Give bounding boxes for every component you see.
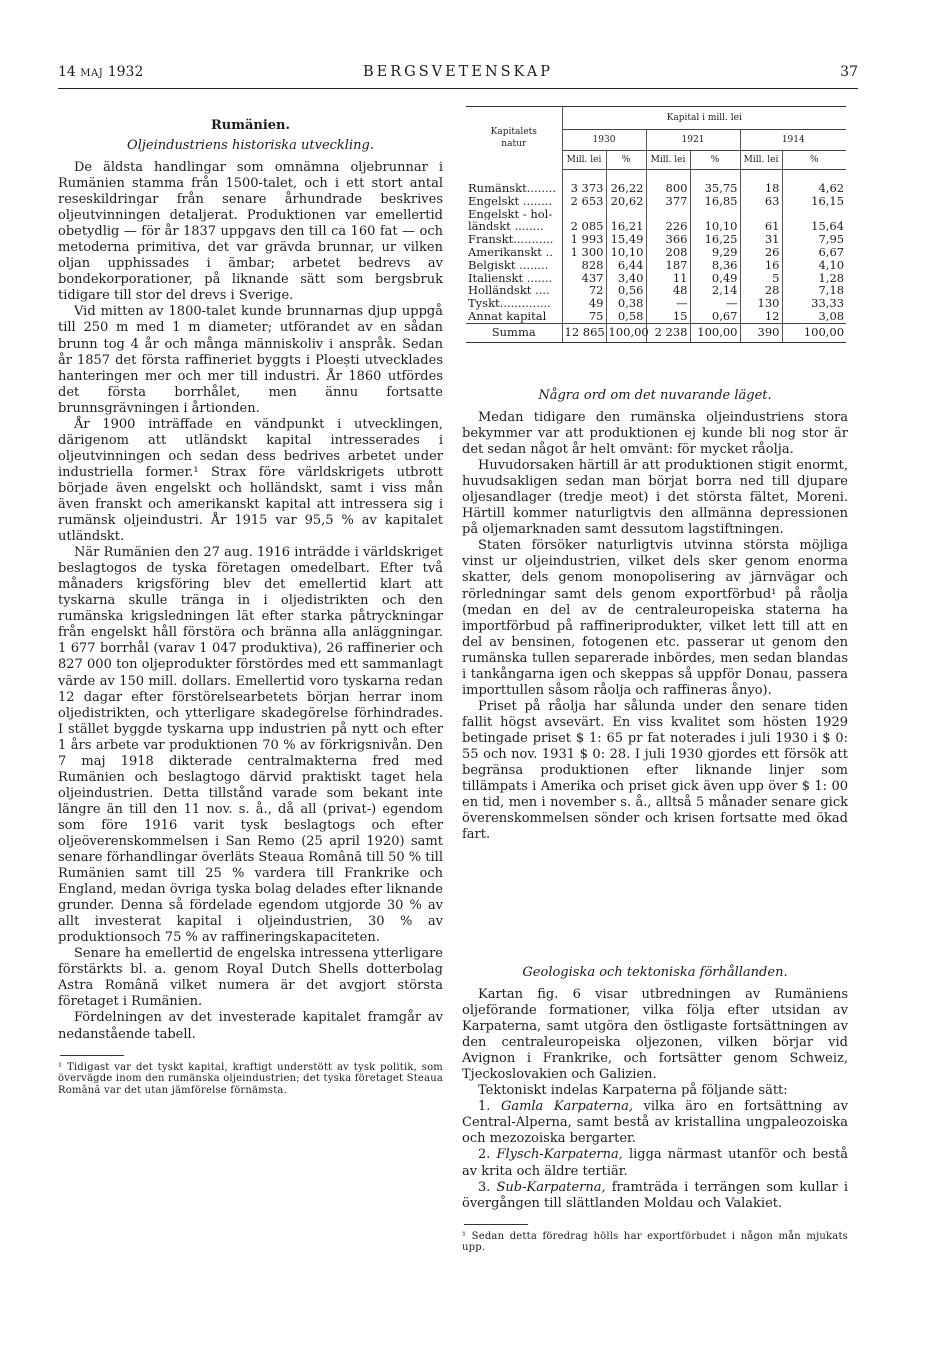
table-row bbox=[466, 220, 846, 233]
paragraph: År 1900 inträffade en vändpunkt i utvecklingen, därigenom att utländskt kapital intresserades i oljeutvinningen och sedan dess bedrives arbetet under industriella former.¹ Strax före världskrigets utbrott började även engelskt och holländskt, samt i viss mån även franskt och amerikanskt kapital att intressera sig i rumänsk oljeindustri. År 1915 var 95,5 % av kapitalet utländskt. bbox=[58, 416, 443, 545]
list-term: Sub-Karpaterna, bbox=[496, 1179, 606, 1195]
table-cell: 1 993 bbox=[562, 233, 606, 246]
date-year: 1932 bbox=[107, 64, 144, 80]
table-cell: 7,95 bbox=[782, 233, 846, 246]
table-cell: 61 bbox=[740, 220, 782, 233]
table-cell: 2 085 bbox=[562, 220, 606, 233]
list-number: 3. bbox=[478, 1179, 491, 1195]
row-label: Rumänskt........ bbox=[468, 180, 556, 195]
table-row bbox=[466, 246, 846, 259]
table-cell: 49 bbox=[562, 297, 606, 310]
paragraph: Tektoniskt indelas Karpaterna på följande sätt: bbox=[478, 1083, 788, 1099]
page-number: 37 bbox=[840, 64, 858, 80]
unit-header: Mill. lei bbox=[740, 151, 782, 170]
table-cell: 377 bbox=[646, 195, 690, 208]
table-cell: 15 bbox=[646, 310, 690, 323]
row-header: Kapitalets natur bbox=[490, 127, 537, 150]
table-cell: 16 bbox=[740, 259, 782, 272]
paragraph: Huvudorsaken härtill är att produktionen stigit enormt, huvudsakligen sedan man börjat borra ned till djupare oljesandlager (tredje meot) i det största fältet, Moreni. Härtill kommer naturligtvis den allmänna depressionen på oljemarknaden samt dessutom lagstiftningen. bbox=[462, 458, 848, 538]
table-cell: 6,44 bbox=[606, 259, 646, 272]
table-row bbox=[466, 259, 846, 272]
row-label: ländskt ........ bbox=[468, 220, 544, 234]
list-text: vilka äro en fortsättning av Central-Alperna, samt bestå av kristallina ungpaleozoiska och mezozoiska bergarter. bbox=[462, 1099, 848, 1147]
paragraph: Staten försöker naturligtvis utvinna största möjliga vinst ur oljeindustrien, vilket dels sker genom enorma skatter, dels genom monopolisering av järnvägar och rörledningar samt dels genom exportförbud¹ på råolja (medan en del av de centraleuropeiska staterna ha importförbud på raffineriprodukter, vilket lett till att en del av bensinen, fotogenen etc. passerar ut genom den rumänska tullen separerade inbördes, men sedan blandas i tankångarna igen och skeppas så uppför Donau, passera importtullen såsom råolja och raffineras ånyo). bbox=[462, 538, 848, 698]
table-cell: 0,38 bbox=[606, 297, 646, 310]
table-cell: 15,49 bbox=[606, 233, 646, 246]
table-row bbox=[466, 297, 846, 310]
row-label: Italienskt ....... bbox=[468, 271, 553, 285]
unit-header: % bbox=[782, 151, 846, 170]
paragraph: Medan tidigare den rumänska oljeindustriens stora bekymmer var att produktionen ej kunde bli nog stor är det sedan något år helt omvänt: för mycket råolja. bbox=[462, 410, 848, 458]
table-cell: — bbox=[646, 297, 690, 310]
date-day: 14 bbox=[58, 64, 76, 80]
sum-row bbox=[466, 323, 846, 342]
table-row bbox=[466, 284, 846, 297]
table-cell: 31 bbox=[740, 233, 782, 246]
table-cell: 366 bbox=[646, 233, 690, 246]
paragraph: Vid mitten av 1800-talet kunde brunnarnas djup uppgå till 250 m med 1 m diameter; utförandet av en sådan brunn tog 4 år och många människoliv i anspråk. Sedan år 1857 det första raffineriet byggts i Ploești utvecklades hanteringen mer och mer till industri. År 1860 utfördes det första borrhålet, men ännu fortsatte brunnsgrävningen i årtionden. bbox=[58, 304, 443, 416]
footnote-rule bbox=[60, 1055, 124, 1056]
list-term: Gamla Karpaterna, bbox=[500, 1099, 633, 1115]
table-row bbox=[466, 310, 846, 323]
list-number: 1. bbox=[478, 1099, 491, 1115]
table-cell: 16,25 bbox=[690, 233, 740, 246]
paragraph: När Rumänien den 27 aug. 1916 inträdde i världskriget beslagtogos de tyska företagen omedelbart. Efter två månaders krigsföring blev det emellertid klart att tyskarna skulle tränga in i oljedistrikten och den rumänska krigsledningen lät efter starka påtryckningar från engelskt håll förstöra och bränna alla anläggningar. 1 677 borrhål (varav 1 047 produktiva), 26 raffinerier och 827 000 ton oljeprodukter förstördes med ett sammanlagt värde av 150 mill. dollars. Emellertid voro tyskarna redan 12 dagar efter förstörelsearbetets början herrar inom oljedistrikten, och ytterligare skadegörelse förhindrades. I stället byggde tyskarna upp industrien på nytt och efter 1 års arbete var produktionen 70 % av förkrigsnivån. Den 7 maj 1918 dikterade centralmakterna fred med Rumänien och beslagtogo därvid praktiskt taget hela oljeindustrien. Detta tillstånd varade som bekant inte längre än till den 11 nov. s. å., då all (privat-) egendom som före 1916 varit tysk beslagtogs och efter oljeöverenskommelsen i San Remo (25 april 1920) samt senare förhandlingar överläts Steaua Română till 50 % till Rumänien samt till 25 % vardera till Frankrike och England, medan övriga tyska bolag delades efter liknande grunder. Denna så fördelade egendom utgjorde 30 % av allt investerat kapital i oljeindustrien, 30 % av produktionsoch 75 % av raffineringskapaciteten. bbox=[58, 545, 443, 946]
table-cell: 828 bbox=[562, 259, 606, 272]
group-header: Kapital i mill. lei bbox=[562, 107, 846, 130]
table-cell: 6,67 bbox=[782, 246, 846, 259]
table-cell: 0,58 bbox=[606, 310, 646, 323]
row-label: Tyskt.............. bbox=[468, 297, 551, 310]
table-cell: 3,40 bbox=[606, 272, 646, 285]
table-cell: 4,10 bbox=[782, 259, 846, 272]
table-cell: 15,64 bbox=[782, 220, 846, 233]
unit-header: % bbox=[606, 151, 646, 170]
paragraph: Senare ha emellertid de engelska intressena ytterligare förstärkts bl. a. genom Royal Dutch Shells dotterbolag Astra Română vilket numera är det avgjort största företaget i Rumänien. bbox=[58, 946, 443, 1010]
table-row bbox=[466, 195, 846, 208]
table-row bbox=[466, 272, 846, 285]
table-cell: 7,18 bbox=[782, 284, 846, 297]
table-cell: 130 bbox=[740, 297, 782, 310]
footnote: ¹ Sedan detta föredrag hölls har exportförbudet i någon mån mjukats upp. bbox=[462, 1230, 848, 1254]
paragraph: Priset på råolja har sålunda under den senare tiden fallit högst avsevärt. En viss kvalitet som hösten 1929 betingade priset $ 1: 65 pr fat noterades i juli 1930 i $ 0: 55 och nov. 1931 $ 0: 28. I juli 1930 gjordes ett försök att begränsa produktionen efter liknande linjer som tillämpats i Amerika och priset gick även upp över $ 1: 00 en tid, men i november s. å., alltså 5 månader senare gick överenskommelsen sönder och krisen fortsatte med ökad fart. bbox=[462, 698, 848, 843]
year-header: 1914 bbox=[740, 130, 846, 151]
journal-title: BERGSVETENSKAP bbox=[362, 64, 554, 80]
table-cell: 16,15 bbox=[782, 195, 846, 208]
table-cell: 9,29 bbox=[690, 246, 740, 259]
table-cell: 800 bbox=[646, 170, 690, 195]
table-cell: 63 bbox=[740, 195, 782, 208]
list-text: ligga närmast utanför och bestå av krita och äldre tertiär. bbox=[462, 1147, 848, 1179]
table-cell: 100,00 bbox=[690, 323, 740, 342]
capital-table bbox=[466, 106, 846, 343]
table-cell: 26 bbox=[740, 246, 782, 259]
table-cell: 12 865 bbox=[562, 323, 606, 342]
right-column-lower bbox=[462, 962, 848, 1254]
table-cell: 187 bbox=[646, 259, 690, 272]
table-cell: 72 bbox=[562, 284, 606, 297]
row-label: Engelskt - hol- bbox=[468, 207, 553, 221]
table-cell: 100,00 bbox=[606, 323, 646, 342]
table-cell: 390 bbox=[740, 323, 782, 342]
table-cell: 226 bbox=[646, 220, 690, 233]
table-row bbox=[466, 170, 846, 195]
table-cell: 11 bbox=[646, 272, 690, 285]
table-cell: 208 bbox=[646, 246, 690, 259]
section-heading-current: Några ord om det nuvarande läget. bbox=[538, 388, 772, 403]
section-heading-history: Oljeindustriens historiska utveckling. bbox=[127, 138, 374, 153]
table-cell: 35,75 bbox=[690, 170, 740, 195]
table-cell: 0,56 bbox=[606, 284, 646, 297]
sum-label: Summa bbox=[466, 323, 562, 342]
table-cell: 28 bbox=[740, 284, 782, 297]
table-cell: — bbox=[690, 297, 740, 310]
footnote-rule bbox=[464, 1224, 528, 1225]
table-cell: 8,36 bbox=[690, 259, 740, 272]
table-cell: 33,33 bbox=[782, 297, 846, 310]
table-cell: 48 bbox=[646, 284, 690, 297]
table-cell: 10,10 bbox=[690, 220, 740, 233]
table-cell: 10,10 bbox=[606, 246, 646, 259]
table-cell: 437 bbox=[562, 272, 606, 285]
row-label: Franskt........... bbox=[468, 233, 554, 246]
list-item bbox=[462, 1147, 848, 1179]
section-heading-geology: Geologiska och tektoniska förhållanden. bbox=[522, 965, 788, 980]
table-cell: 26,22 bbox=[606, 170, 646, 195]
table-cell: 2 653 bbox=[562, 195, 606, 208]
table-cell: 16,85 bbox=[690, 195, 740, 208]
article-title: Rumänien. bbox=[210, 118, 291, 133]
table-cell: 3 373 bbox=[562, 170, 606, 195]
table-cell: 12 bbox=[740, 310, 782, 323]
table-cell: 2,14 bbox=[690, 284, 740, 297]
table-cell: 1,28 bbox=[782, 272, 846, 285]
table-cell: 4,62 bbox=[782, 170, 846, 195]
row-label: Engelskt ........ bbox=[468, 194, 553, 208]
unit-header: % bbox=[690, 151, 740, 170]
list-term: Flysch-Karpaterna, bbox=[496, 1147, 623, 1163]
table-cell: 2 238 bbox=[646, 323, 690, 342]
unit-header: Mill. lei bbox=[646, 151, 690, 170]
list-item bbox=[462, 1180, 848, 1212]
table-row bbox=[466, 208, 846, 221]
left-column bbox=[58, 117, 443, 1096]
table-cell: 5 bbox=[740, 272, 782, 285]
table-cell: 16,21 bbox=[606, 220, 646, 233]
unit-header: Mill. lei bbox=[562, 151, 606, 170]
list-item bbox=[462, 1099, 848, 1147]
row-label: Annat kapital bbox=[468, 309, 547, 323]
year-header: 1921 bbox=[646, 130, 740, 151]
running-header bbox=[58, 64, 858, 86]
row-label: Amerikanskt .. bbox=[468, 245, 553, 259]
paragraph: Kartan fig. 6 visar utbredningen av Rumäniens oljeförande formationer, vilka följa efter utsidan av Karpaterna, samt utgöra den östligaste fortsättningen av den centraleuropeiska oljezonen, vilken börjar vid Avignon i Frankrike, och fortsätter genom Schweiz, Tjeckoslovakien och Galizien. bbox=[462, 987, 848, 1083]
row-label: Belgiskt ........ bbox=[468, 258, 549, 272]
table-cell: 1 300 bbox=[562, 246, 606, 259]
row-label: Holländskt .... bbox=[468, 284, 550, 298]
table-cell: 0,49 bbox=[690, 272, 740, 285]
right-column-upper bbox=[462, 385, 848, 843]
table-cell: 0,67 bbox=[690, 310, 740, 323]
paragraph: Fördelningen av det investerade kapitalet framgår av nedanstående tabell. bbox=[58, 1010, 443, 1042]
list-number: 2. bbox=[478, 1147, 491, 1163]
table-cell: 18 bbox=[740, 170, 782, 195]
table-cell: 20,62 bbox=[606, 195, 646, 208]
table-row bbox=[466, 233, 846, 246]
table-cell: 3,08 bbox=[782, 310, 846, 323]
header-rule bbox=[58, 88, 858, 89]
footnote: ¹ Tidigast var det tyskt kapital, kraftigt understött av tysk politik, som övervägde inom den rumänska oljeindustrien; det tyska företaget Steaua Română var det utan jämförelse förnämsta. bbox=[58, 1061, 443, 1096]
table-cell: 75 bbox=[562, 310, 606, 323]
table-cell: 100,00 bbox=[782, 323, 846, 342]
paragraph: De äldsta handlingar som omnämna oljebrunnar i Rumänien stamma från 1500-talet, och i ett stort antal reseskildringar från senare århundrade beskrives oljeutvinningen detaljerat. Produktionen var emellertid obetydlig — för år 1837 uppgavs den till ca 160 fat — och metoderna primitiva, det var grävda brunnar, ur vilken oljan upphissades i ämbar; arbetet bedrevs av bondekorporationer, på liknande sätt som bergsbruk tidigare till stor del drevs i Sverige. bbox=[58, 160, 443, 304]
year-header: 1930 bbox=[562, 130, 646, 151]
list-text: framträda i terrängen som kullar i övergången till slättlanden Moldau och Valakiet. bbox=[462, 1179, 849, 1211]
date-month: MAJ bbox=[80, 68, 104, 79]
